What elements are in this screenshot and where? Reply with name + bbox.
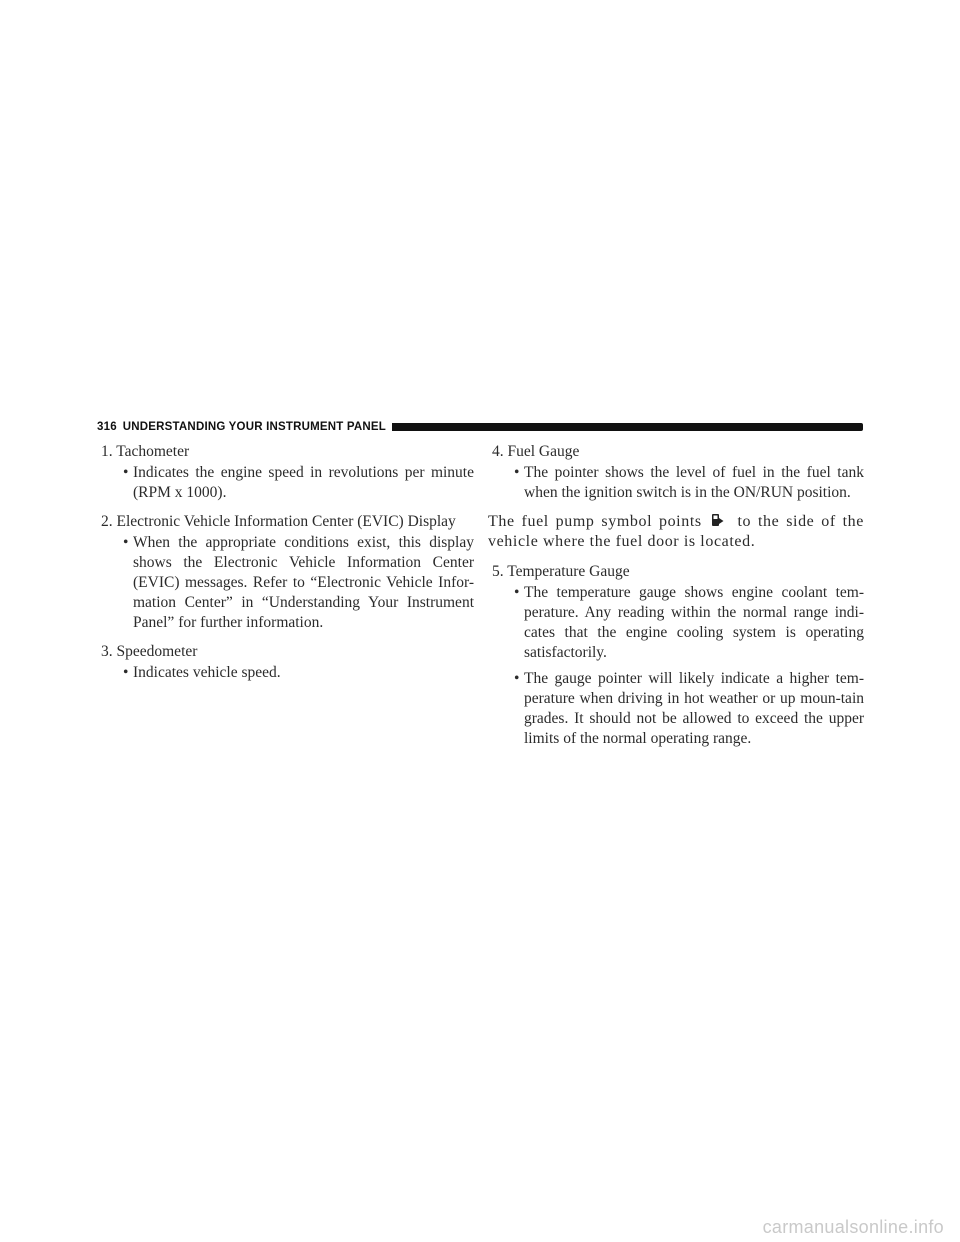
bullet-point [514,583,864,663]
bullet-dot: • [123,534,129,551]
list-item-speedometer [97,642,474,683]
list-item-fuel-gauge [488,442,864,503]
section-title: UNDERSTANDING YOUR INSTRUMENT PANEL [122,421,386,433]
bullet-text: Indicates vehicle speed. [133,664,281,681]
header-rule [392,423,863,431]
bullet-dot: • [514,584,520,601]
bullet-dot: • [123,464,129,481]
bullet-text: Indicates the engine speed in revolutions per minute (RPM x 1000). [133,464,474,501]
page-header [97,419,863,435]
item-title: 3. Speedometer [101,643,198,660]
bullet-dot: • [514,464,520,481]
left-column [97,442,474,692]
bullet-point [514,669,864,749]
bullet-point [123,463,474,503]
note-text-before: The fuel pump symbol points [488,513,702,530]
bullet-dot: • [514,670,520,687]
list-item-tachometer [97,442,474,503]
bullet-text: The pointer shows the level of fuel in the fuel tank when the ignition switch is in the ON/RUN position. [524,464,864,501]
watermark: carmanualsonline.info [762,1217,944,1237]
bullet-text: The gauge pointer will likely indicate a higher tem-perature when driving in hot weather or up moun-tain grades. It should not be allowed to exceed the upper limits of the normal operating range. [524,670,864,747]
bullet-text: When the appropriate conditions exist, this display shows the Electronic Vehicle Information Center (EVIC) messages. Refer to “Electronic Vehicle Infor-mation Center” in “Understanding Your Instrument Panel” for further information. [133,534,474,631]
list-item-temperature-gauge [488,562,864,749]
note-text-after: to the side of the vehicle where the fuel door is located. [488,513,864,550]
item-title: 1. Tachometer [101,443,190,460]
item-title: 2. Electronic Vehicle Information Center (EVIC) Display [101,513,456,530]
right-column [488,442,864,758]
page-number: 316 [97,421,117,433]
bullet-text: The temperature gauge shows engine coolant tem-perature. Any reading within the normal range indi-cates that the engine cooling system is operating satisfactorily. [524,584,864,661]
bullet-point [123,663,474,683]
bullet-point [514,463,864,503]
fuel-pump-icon [711,513,725,527]
item-title: 4. Fuel Gauge [492,443,580,460]
bullet-point [123,533,474,633]
item-title: 5. Temperature Gauge [492,563,630,580]
list-item-evic-display [97,512,474,633]
fuel-door-note [488,512,864,552]
bullet-dot: • [123,664,129,681]
